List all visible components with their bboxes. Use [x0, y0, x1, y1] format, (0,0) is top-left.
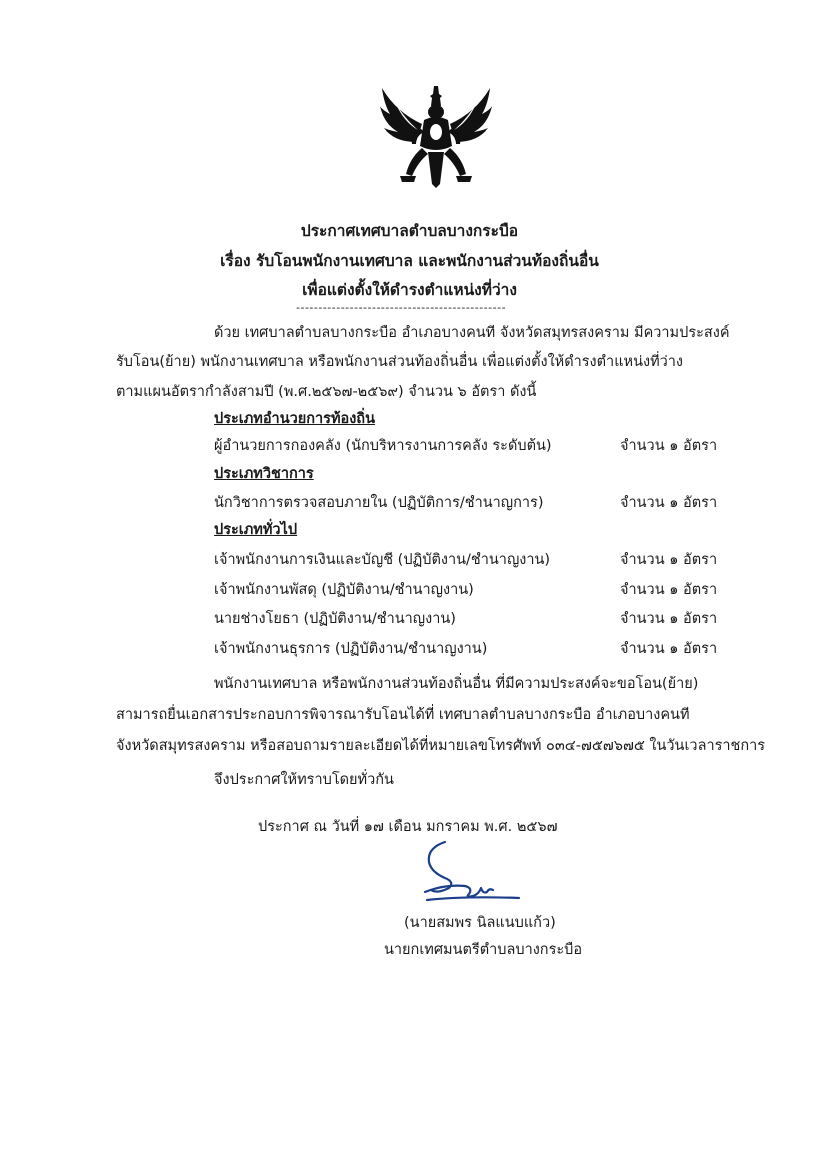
intro-line-3: ตามแผนอัตรากำลังสามปี (พ.ศ.๒๕๖๗-๒๕๖๙) จำนวน ๖ อัตรา ดังนี้ — [116, 384, 537, 400]
intro-line-2: รับโอน(ย้าย) พนักงานเทศบาล หรือพนักงานส่วนท้องถิ่นอื่น เพื่อแต่งตั้งให้ดำรงตำแหน่งที่ว่าง — [116, 354, 684, 370]
position-name: นายช่างโยธา (ปฏิบัติงาน/ชำนาญงาน) — [214, 611, 456, 627]
signature-icon — [415, 838, 525, 908]
category-heading: ประเภทวิชาการ — [214, 466, 314, 482]
category-heading: ประเภทอำนวยการท้องถิ่น — [214, 411, 376, 427]
header-divider: ----------------------------------------------- — [296, 301, 507, 314]
position-name: นักวิชาการตรวจสอบภายใน (ปฏิบัติการ/ชำนาญการ) — [214, 495, 544, 511]
position-count: จำนวน ๑ อัตรา — [620, 582, 718, 598]
announcement-date: ประกาศ ณ วันที่ ๑๗ เดือน มกราคม พ.ศ. ๒๕๖๗ — [258, 819, 558, 835]
closing-line-1: พนักงานเทศบาล หรือพนักงานส่วนท้องถิ่นอื่น ที่มีความประสงค์จะขอโอน(ย้าย) — [214, 676, 699, 692]
position-count: จำนวน ๑ อัตรา — [620, 438, 718, 454]
position-name: ผู้อำนวยการกองคลัง (นักบริหารงานการคลัง ระดับต้น) — [214, 438, 552, 454]
closing-line-3: จังหวัดสมุทรสงคราม หรือสอบถามรายละเอียดได้ที่หมายเลขโทรศัพท์ ๐๓๔-๗๕๗๖๗๕ ในวันเวลาราชการ — [116, 738, 766, 754]
garuda-emblem-icon — [376, 84, 496, 194]
position-name: เจ้าพนักงานธุรการ (ปฏิบัติงาน/ชำนาญงาน) — [214, 641, 488, 657]
intro-line-1: ด้วย เทศบาลตำบลบางกระบือ อำเภอบางคนที จังหวัดสมุทรสงคราม มีความประสงค์ — [214, 325, 730, 341]
position-count: จำนวน ๑ อัตรา — [620, 552, 718, 568]
announcement-title: ประกาศเทศบาลตำบลบางกระบือ — [300, 222, 519, 240]
announcement-subject: เรื่อง รับโอนพนักงานเทศบาล และพนักงานส่วนท้องถิ่นอื่น — [220, 252, 599, 270]
position-count: จำนวน ๑ อัตรา — [620, 611, 718, 627]
signer-name: (นายสมพร นิลแนบแก้ว) — [404, 915, 556, 931]
category-heading: ประเภททั่วไป — [214, 522, 298, 538]
announce-line: จึงประกาศให้ทราบโดยทั่วกัน — [214, 772, 394, 788]
closing-line-2: สามารถยื่นเอกสารประกอบการพิจารณารับโอนได้ที่ เทศบาลตำบลบางกระบือ อำเภอบางคนที — [116, 707, 690, 723]
position-name: เจ้าพนักงานการเงินและบัญชี (ปฏิบัติงาน/ชำนาญงาน) — [214, 552, 551, 568]
announcement-purpose: เพื่อแต่งตั้งให้ดำรงตำแหน่งที่ว่าง — [302, 281, 517, 299]
position-count: จำนวน ๑ อัตรา — [620, 495, 718, 511]
position-count: จำนวน ๑ อัตรา — [620, 641, 718, 657]
position-name: เจ้าพนักงานพัสดุ (ปฏิบัติงาน/ชำนาญงาน) — [214, 582, 474, 598]
signer-title: นายกเทศมนตรีตำบลบางกระบือ — [384, 942, 583, 958]
